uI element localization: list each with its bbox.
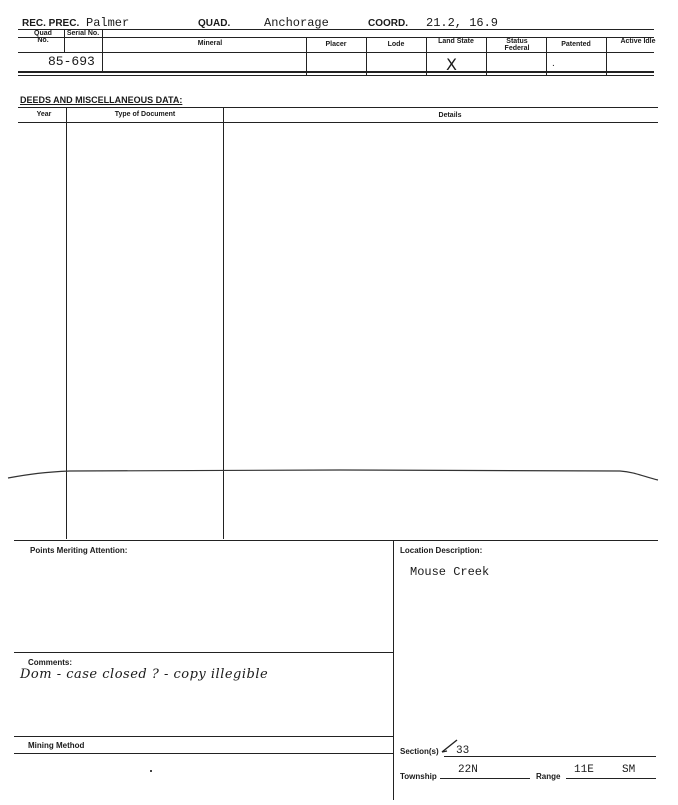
comments-label: Comments: [28,658,73,667]
copy-edge-line [0,460,678,490]
col-active-idle: Active Idle [620,38,656,45]
coord-value: 21.2, 16.9 [426,16,499,30]
col-quad-no: Quad No. [34,30,52,44]
coord-label: COORD. [368,18,408,29]
section-value: 33 [456,745,470,757]
deeds-title: DEEDS AND MISCELLANEOUS DATA: [20,95,183,105]
quad-label: QUAD. [198,18,231,29]
mining-dot [150,770,152,772]
patented-mark: . [552,58,555,69]
rec-prec-value: Palmer [86,16,130,30]
comments-text: Dom - case closed ? - copy illegible [20,667,269,682]
range-label: Range [536,772,561,781]
col-land-state: Land State [438,38,474,45]
col-status-federal: Status Federal [504,38,530,52]
range-value: 11E [574,764,594,776]
col-serial-no: Serial No. [66,30,100,37]
col-placer: Placer [325,41,347,48]
mining-method-label: Mining Method [28,741,85,750]
meridian-value: SM [622,764,636,776]
points-label: Points Meriting Attention: [30,546,128,555]
deeds-col-type: Type of Document [114,111,176,118]
location-value: Mouse Creek [410,565,490,579]
deeds-col-year: Year [36,111,52,118]
location-label: Location Description: [400,546,483,555]
township-label: Township [400,772,437,781]
quad-value: Anchorage [264,16,329,30]
col-mineral: Mineral [197,40,223,47]
land-state-mark: X [446,55,457,74]
township-value: 22N [458,764,478,776]
quad-no-value: 85-693 [48,54,95,69]
col-patented: Patented [561,41,591,48]
deeds-col-details: Details [438,112,462,119]
rec-prec-label: REC. PREC. [22,18,80,29]
section-label: Section(s) [400,747,439,756]
col-lode: Lode [387,41,405,48]
